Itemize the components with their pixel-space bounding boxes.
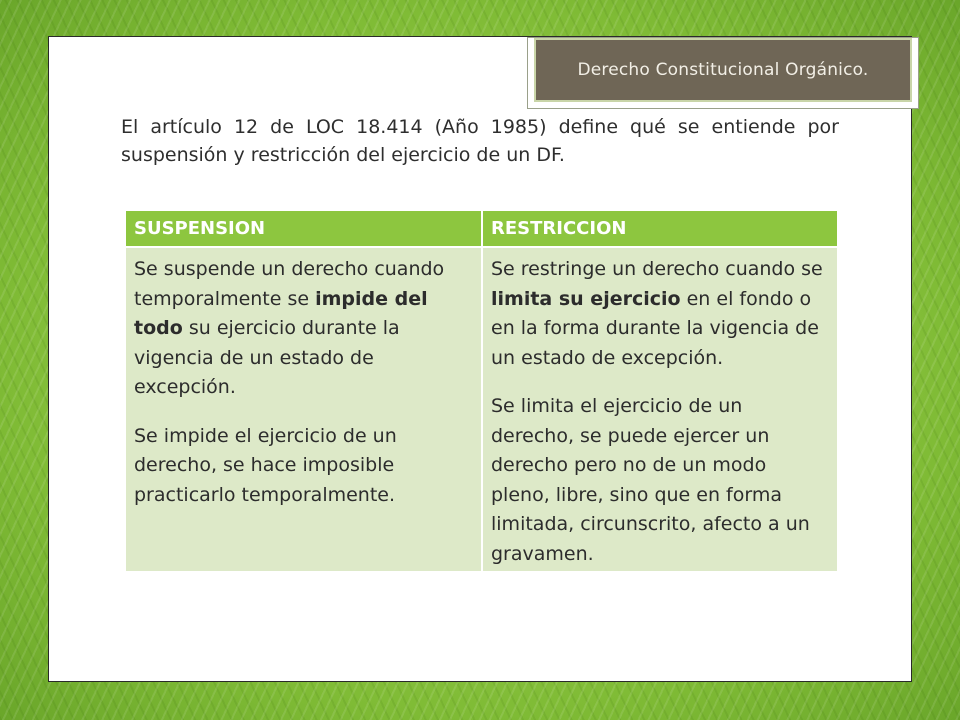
cell-suspension [126,247,482,571]
table-header-row [126,211,837,247]
title-banner-frame [527,37,919,109]
suspension-emphasis: impide del todo [134,287,428,339]
suspension-definition [134,255,473,403]
header-suspension: SUSPENSION [126,211,482,247]
title-banner [534,38,912,102]
suspension-text-b: su ejercicio durante la vigencia de un estado de excepción. [134,317,400,398]
header-restriccion: RESTRICCION [482,211,837,247]
restriccion-emphasis: limita su ejercicio [491,287,681,310]
restriccion-text-a: Se restringe un derecho cuando se [491,258,823,280]
slide-canvas [48,36,912,682]
suspension-text-a: Se suspende un derecho cuando temporalmente se [134,258,445,310]
comparison-table [126,211,837,571]
cell-restriccion [482,247,837,571]
intro-paragraph: El artículo 12 de LOC 18.414 (Año 1985) define qué se entiende por suspensión y restricción del ejercicio de un DF. [121,116,839,166]
suspension-explanation: Se impide el ejercicio de un derecho, se hace imposible practicarlo temporalmente. [134,424,397,506]
table-row [126,247,837,571]
banner-title: Derecho Constitucional Orgánico. [577,60,869,80]
restriccion-text-b: en el fondo o en la forma durante la vigencia de un estado de excepción. [491,287,819,369]
restriccion-definition [491,255,829,373]
restriccion-explanation: Se limita el ejercicio de un derecho, se puede ejercer un derecho pero no de un modo pleno, libre, sino que en forma limitada, circunscrito, afecto a un gravamen. [491,395,810,565]
